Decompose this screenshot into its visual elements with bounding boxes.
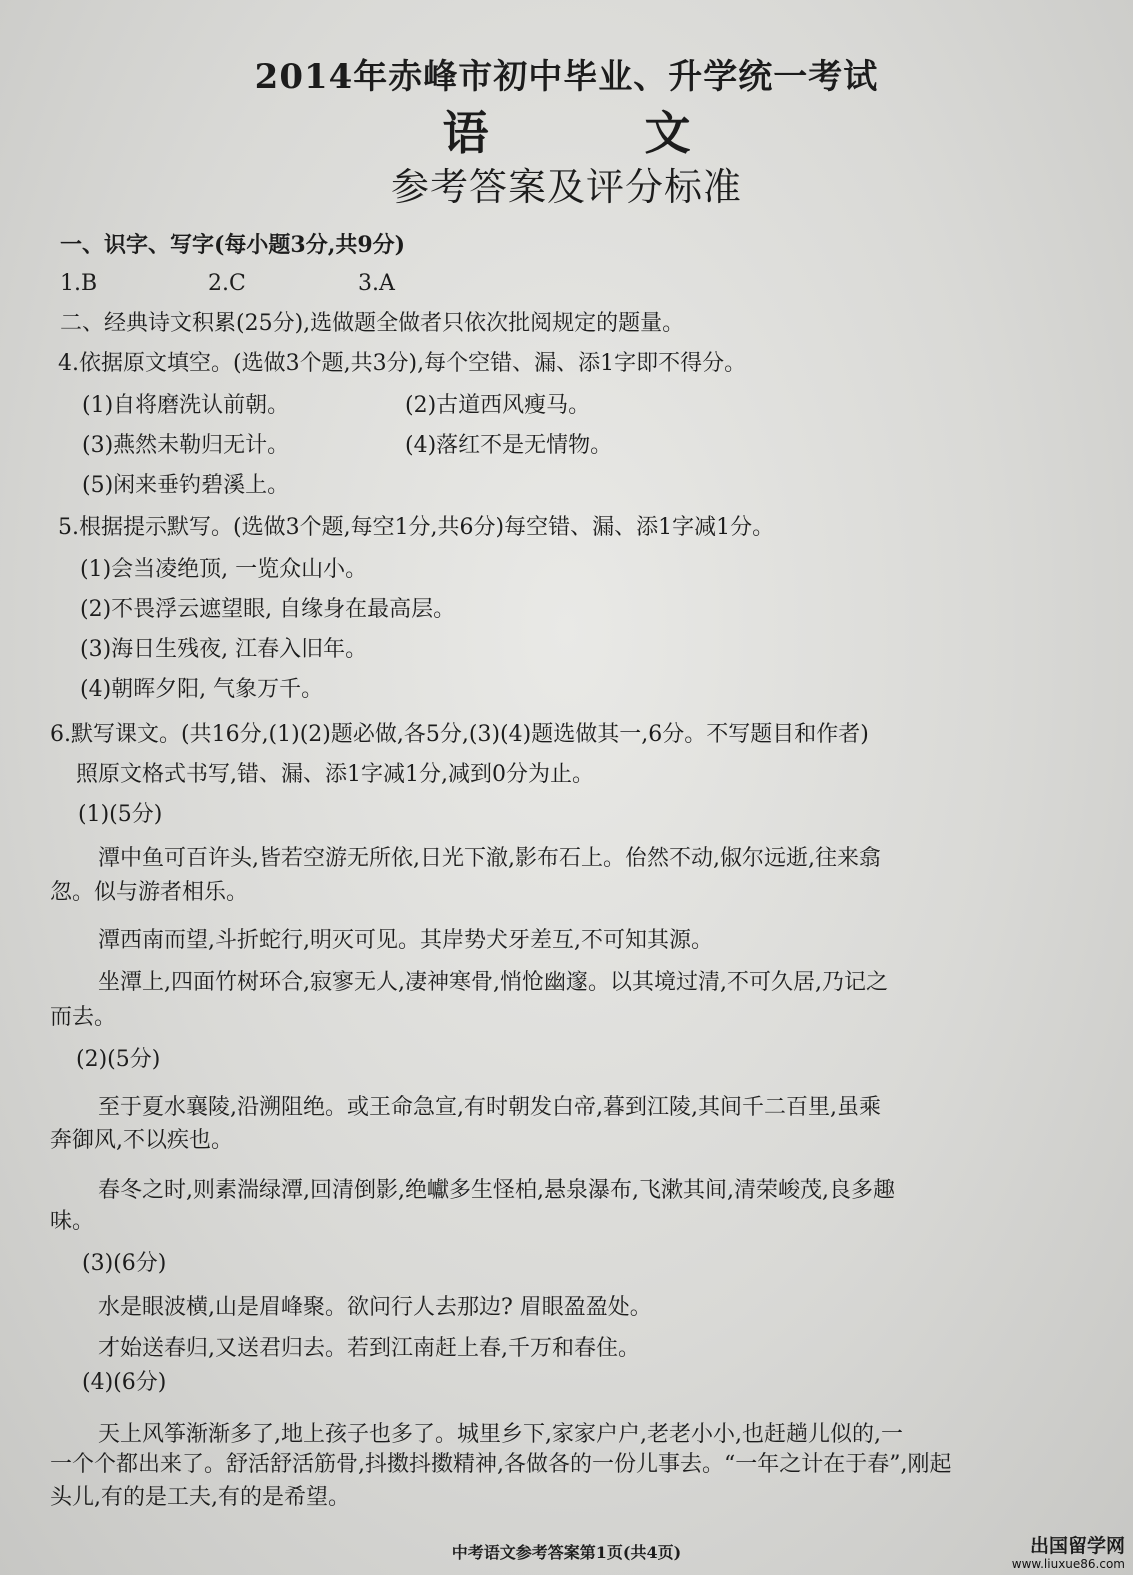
text-line: 才始送春归,又送君归去。若到江南赶上春,千万和春住。 — [98, 1336, 640, 1361]
text-line: (2)不畏浮云遮望眼, 自缘身在最高层。 — [80, 597, 456, 622]
subject-heading: 语 文 — [442, 106, 761, 160]
text-line: (1)(5分) — [78, 802, 163, 827]
text-line: 潭中鱼可百许头,皆若空游无所依,日光下澈,影布石上。佁然不动,俶尔远逝,往来翕 — [98, 846, 881, 871]
text-line: 而去。 — [50, 1005, 117, 1030]
text-line: 照原文格式书写,错、漏、添1字减1分,减到0分为止。 — [76, 762, 594, 787]
text-line: 一个个都出来了。舒活舒活筋骨,抖擞抖擞精神,各做各的一份儿事去。“一年之计在于春”,刚起 — [50, 1452, 952, 1477]
text-line: 头儿,有的是工夫,有的是希望。 — [50, 1485, 350, 1510]
text-line: (3)海日生残夜, 江春入旧年。 — [80, 637, 368, 662]
text-line: 4.依据原文填空。(选做3个题,共3分),每个空错、漏、添1字即不得分。 — [58, 351, 747, 376]
text-line: 6.默写课文。(共16分,(1)(2)题必做,各5分,(3)(4)题选做其一,6分。不写题目和作者) — [50, 722, 869, 747]
text-line: 至于夏水襄陵,沿溯阻绝。或王命急宣,有时朝发白帝,暮到江陵,其间千二百里,虽乘 — [98, 1095, 881, 1120]
text-line: (1)会当凌绝顶, 一览众山小。 — [80, 557, 368, 582]
text-line: 天上风筝渐渐多了,地上孩子也多了。城里乡下,家家户户,老老小小,也赶趟儿似的,一 — [98, 1422, 903, 1447]
text-line: (4)落红不是无情物。 — [405, 433, 613, 458]
text-line: 2.C — [208, 271, 246, 296]
watermark-url: www.liuxue86.com — [1011, 1557, 1125, 1571]
text-line: 二、经典诗文积累(25分),选做题全做者只依次批阅规定的题量。 — [60, 311, 685, 336]
text-line: (3)燕然未勒归无计。 — [82, 433, 290, 458]
text-line: 坐潭上,四面竹树环合,寂寥无人,凄神寒骨,悄怆幽邃。以其境过清,不可久居,乃记之 — [98, 970, 888, 995]
text-line: 春冬之时,则素湍绿潭,回清倒影,绝巘多生怪柏,悬泉瀑布,飞漱其间,清荣峻茂,良多趣 — [98, 1178, 895, 1203]
text-line: 味。 — [50, 1209, 95, 1234]
text-line: 1.B — [60, 271, 98, 296]
exam-title: 2014年赤峰市初中毕业、升学统一考试 — [254, 57, 879, 97]
text-line: 奔御风,不以疾也。 — [50, 1128, 233, 1153]
text-line: 水是眼波横,山是眉峰聚。欲问行人去那边? 眉眼盈盈处。 — [98, 1295, 652, 1320]
page-subtitle: 参考答案及评分标准 — [390, 165, 742, 209]
text-line: (3)(6分) — [82, 1251, 167, 1276]
text-line: 潭西南而望,斗折蛇行,明灭可见。其岸势犬牙差互,不可知其源。 — [98, 928, 713, 953]
text-line: (1)自将磨洗认前朝。 — [82, 393, 290, 418]
page-footer: 中考语文参考答案第1页(共4页) — [451, 1543, 682, 1562]
text-line: 忽。似与游者相乐。 — [50, 880, 249, 905]
text-line: 3.A — [358, 271, 395, 296]
text-line: 5.根据提示默写。(选做3个题,每空1分,共6分)每空错、漏、添1字减1分。 — [58, 515, 775, 540]
watermark-logo-text: 出国留学网 — [1029, 1535, 1125, 1557]
text-line: (2)古道西风瘦马。 — [405, 393, 591, 418]
text-line: 一、识字、写字(每小题3分,共9分) — [60, 232, 406, 258]
text-line: (4)(6分) — [82, 1370, 167, 1395]
site-watermark — [985, 1535, 1125, 1571]
text-line: (2)(5分) — [76, 1047, 161, 1072]
text-line: (5)闲来垂钓碧溪上。 — [82, 473, 290, 498]
text-line: (4)朝晖夕阳, 气象万千。 — [80, 677, 324, 702]
